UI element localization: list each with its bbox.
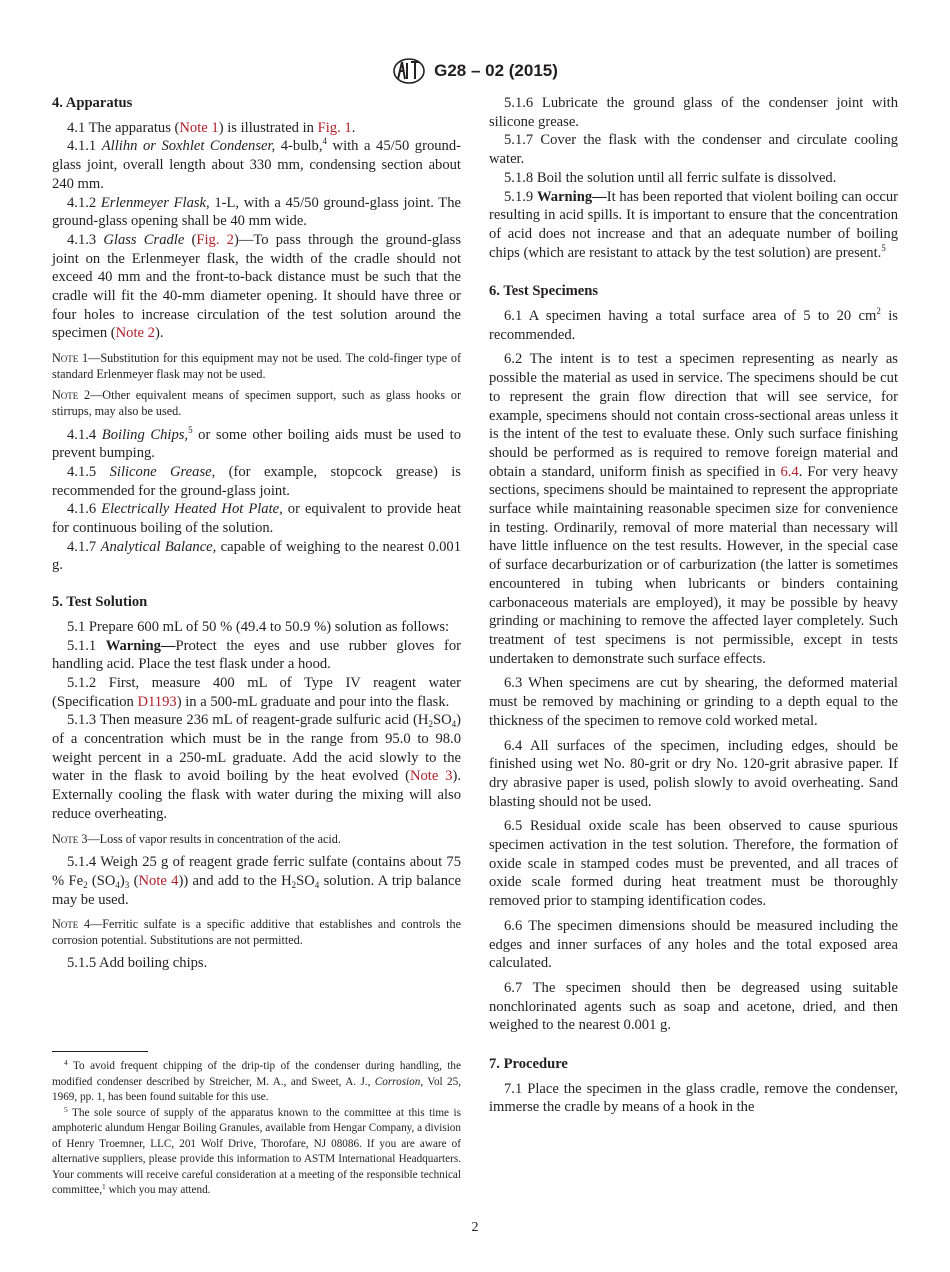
superscript: 5 — [188, 424, 193, 435]
cross-reference-link[interactable]: 6.4 — [780, 463, 799, 480]
footnote — [52, 1059, 461, 1106]
subscript: 4 — [451, 719, 457, 730]
paragraph — [52, 194, 461, 231]
bold-warning: Warning— — [105, 637, 176, 654]
section-heading: 7. Procedure — [489, 1056, 568, 1073]
text-run: or equivalent to provide heat for continuous boiling of the solution. — [52, 501, 461, 537]
text-run: 5.1.6 Lubricate the ground glass of the condenser joint with silicone grease. — [489, 95, 898, 130]
text-run: ( — [184, 231, 197, 248]
text-run: 5.1.8 Boil the solution until all ferric sulfate is dissolved. — [504, 169, 837, 186]
text-run: 4.1.1 — [67, 138, 102, 155]
footnotes — [52, 1051, 461, 1199]
cross-reference-link[interactable]: Fig. 1 — [317, 119, 352, 136]
text-run: 5.1.4 Weigh 25 g of reagent grade ferric sulfate (contains about 75 % Fe — [52, 854, 461, 889]
cross-reference-link[interactable]: D1193 — [137, 693, 177, 710]
paragraph — [52, 674, 461, 711]
paragraph — [52, 426, 461, 463]
text-run: 6.1 A specimen having a total surface area of 5 to 20 cm — [504, 308, 877, 325]
text-run: 4.1.7 — [67, 538, 101, 555]
italic-term: Silicone Grease, — [109, 463, 216, 480]
text-run: . For very heavy sections, specimens should be maintained to represent the appropriate surface while maintaining reasonable specimen size for convenience in testing. Ordinarily, removal of more material than necessary will have little influence on the test results. However, in the special case of surface decarburization or of carburization (the latter is sometimes encountered in tubing when lubricants or binders containing carbonaceous materials are employed), it may be possible by heavy grinding or machining to remove the affected layer completely. Such treatment of test specimens is not permissible, except in tests undertaken to demonstrate such surface effects. — [489, 463, 898, 667]
paragraph — [52, 500, 461, 537]
paragraph — [489, 817, 898, 911]
right-column — [489, 94, 898, 1117]
text-run: (SO — [87, 872, 116, 889]
cross-reference-link[interactable]: Note 4 — [138, 872, 179, 889]
text-run: 6.5 Residual oxide scale has been observed to cause spurious specimen activation in the test solution. Therefore, the formation of oxide scale in stamped codes must be prevented, and all traces of oxide scale formed during heat treatment must be thoroughly removed prior to stamping identification codes. — [489, 818, 898, 910]
text-run: 4.1.5 — [67, 463, 110, 480]
text-run: SO — [296, 872, 315, 889]
text-run: ). — [154, 325, 164, 342]
footnote-divider — [52, 1051, 148, 1052]
subscript: 2 — [428, 719, 433, 730]
left-column — [52, 94, 461, 973]
note-label: Note 4 — [52, 917, 91, 932]
italic-term: Electrically Heated Hot Plate, — [101, 501, 283, 518]
italic-term: Corrosion — [374, 1075, 421, 1088]
text-run: 6.4 All surfaces of the specimen, including edges, should be finished using wet No. 80-grit or dry No. 120-grit abrasive paper. If dry abrasive paper is used, polish slowly to avoid overheating. Sand blasting should not be used. — [489, 737, 898, 810]
paragraph — [52, 954, 461, 973]
cross-reference-link[interactable]: Fig. 2 — [196, 231, 234, 248]
paragraph — [52, 463, 461, 500]
note — [52, 388, 461, 419]
superscript: 4 — [64, 1058, 68, 1067]
paragraph — [489, 979, 898, 1035]
text-run: with a 45/50 ground-glass joint, overall length about 330 mm, condensing section about 240 mm. — [52, 138, 461, 192]
text-run: 5.1 Prepare 600 mL of 50 % (49.4 to 50.9 %) solution as follows: — [67, 618, 450, 635]
note — [52, 351, 461, 382]
text-run: . — [351, 119, 356, 136]
text-run: capable of weighing to the nearest 0.001 g. — [52, 538, 462, 574]
text-run: 5.1.5 Add boiling chips. — [67, 955, 208, 972]
cross-reference-link[interactable]: Note 3 — [409, 768, 453, 785]
superscript: 5 — [64, 1104, 68, 1114]
footnote — [52, 1106, 461, 1199]
note — [52, 917, 461, 948]
text-run: 5.1.3 Then measure 236 mL of reagent-grade sulfuric acid (H — [67, 712, 429, 729]
text-run: It has been reported that violent boiling can occur resulting in acid spills. It is important to ensure that the concentration of acid does not increase and that an adequate number of boiling chips (which are resistant to attack by the test solution) are present. — [489, 188, 898, 261]
section-heading: 5. Test Solution — [52, 594, 148, 611]
text-run: ) — [119, 872, 125, 889]
note-label: Note 2 — [52, 388, 91, 403]
paragraph — [489, 737, 898, 812]
text-run: 5.1.7 Cover the flask with the condenser and circulate cooling water. — [489, 132, 898, 168]
paragraph — [489, 674, 898, 730]
astm-logo-icon — [392, 57, 426, 85]
document-header — [0, 57, 950, 85]
paragraph — [52, 637, 461, 674]
text-run: 6.6 The specimen dimensions should be measured including the edges and inner surfaces of any holes and the total exposed area calculated. — [489, 917, 898, 972]
text-run: , Vol 25, 1969, pp. 1, has been found suitable for this use. — [52, 1075, 461, 1103]
section-heading: 4. Apparatus — [52, 95, 133, 111]
text-run: 6.2 The intent is to test a specimen representing as nearly as possible the material as used in service. The specimens should be cut to represent the grain flow direction that will see service, for example, specimens should not contain cross-sectional areas unless it is the intent of the test to evaluate these. Only such surface finishing should be performed as is required to remove foreign material and obtain a standard, uniform finish as specified in — [489, 351, 898, 480]
italic-term: Boiling Chips, — [101, 426, 189, 443]
italic-term: Glass Cradle — [103, 231, 185, 248]
text-run: —Loss of vapor results in concentration of the acid. — [87, 831, 341, 846]
paragraph — [52, 618, 461, 637]
text-run: 6.3 When specimens are cut by shearing, the deformed material must be removed by machining or grinding to a depth equal to the thickness of the specimen to remove cold worked metal. — [489, 675, 898, 729]
text-run: 4.1 The apparatus ( — [67, 119, 180, 136]
paragraph — [489, 307, 898, 344]
paragraph — [52, 231, 461, 343]
superscript: 1 — [102, 1182, 106, 1191]
subscript: 3 — [124, 879, 130, 890]
text-run: 5.1.1 — [67, 637, 106, 654]
superscript: 4 — [322, 136, 327, 147]
paragraph — [52, 711, 461, 823]
text-run: ). Externally cooling the flask with water during the mixing will also reduce overheating. — [52, 768, 461, 822]
text-run: —Substitution for this equipment may not be used. The cold-finger type of standard Erlenmeyer flask may not be used. — [52, 351, 461, 381]
paragraph — [52, 853, 461, 909]
text-run: 5.1.2 First, measure 400 mL of Type IV reagent water (Specification — [52, 674, 461, 710]
text-run: ) of a concentration which must be in the range from 95.0 to 98.0 weight percent in a 250-mL graduate. Add the acid slowly to the water in the flask to avoid boiling by the heat evolved ( — [52, 712, 461, 785]
text-run: )—To pass through the ground-glass joint on the Erlenmeyer flask, the width of the cradle should not exceed 40 mm and the front-to-back distance must be such that the cradle will fit the 40-mm diameter opening. It should have three or four holes to increase circulation of the test solution around the specimen ( — [52, 231, 462, 342]
text-run: Protect the eyes and use rubber gloves for handling acid. Place the test flask under a hood. — [52, 637, 461, 673]
cross-reference-link[interactable]: Note 2 — [115, 325, 155, 342]
text-run: ) in a 500-mL graduate and pour into the flask. — [176, 693, 450, 710]
paragraph — [489, 94, 898, 131]
paragraph — [52, 137, 461, 193]
italic-term: Allihn or Soxhlet Condenser, — [101, 138, 276, 155]
text-run: The sole source of supply of the apparatus known to the committee at this time is amphoteric alundum Hengar Boiling Granules, available from Hengar Company, a division of Henry Troemner, LLC, 201 Wolf Drive, Thorofare, NJ 08086. If you are aware of alternative suppliers, please provide this information to ASTM International Headquarters. Your comments will receive careful consideration at a meeting of the responsible technical committee, — [52, 1106, 461, 1196]
text-run: 6.7 The specimen should then be degreased using suitable nonchlorinated agents such as soap and acetone, dried, and then weighed to the nearest 0.001 g. — [489, 979, 898, 1034]
text-run: ( — [129, 872, 139, 889]
paragraph — [489, 1080, 898, 1117]
text-run: which you may attend. — [105, 1184, 211, 1196]
paragraph — [489, 188, 898, 263]
text-run: (for example, stopcock grease) is recommended for the ground-glass joint. — [52, 463, 461, 499]
paragraph — [489, 169, 898, 188]
note-label: Note 1 — [52, 351, 89, 366]
subscript: 2 — [291, 879, 297, 890]
text-run: is recommended. — [489, 308, 898, 343]
page-number: 2 — [471, 1220, 479, 1235]
text-run: or some other boiling aids must be used to prevent bumping. — [52, 426, 462, 462]
subscript: 4 — [314, 879, 320, 890]
text-run: To avoid frequent chipping of the drip-tip of the condenser during handling, the modified condenser described by Streicher, M. A., and Sweet, A. J., — [52, 1060, 461, 1088]
text-run: 4-bulb, — [275, 138, 323, 155]
superscript: 2 — [876, 306, 881, 317]
italic-term: Analytical Balance, — [100, 538, 217, 555]
text-run: 5.1.9 — [504, 188, 537, 205]
text-run: )) and add to the H — [178, 872, 292, 889]
text-run: solution. A trip balance may be used. — [52, 872, 461, 908]
text-run: —Ferritic sulfate is a specific additive that establishes and controls the corrosion potential. Substitutions are not permitted. — [52, 917, 461, 947]
text-run: —Other equivalent means of specimen support, such as glass hooks or stirrups, may also be used. — [52, 388, 461, 418]
paragraph — [489, 917, 898, 973]
superscript: 5 — [881, 242, 886, 253]
text-run: 1-L, with a 45/50 ground-glass joint. The ground-glass opening shall be 40 mm wide. — [52, 194, 461, 230]
text-run: SO — [432, 712, 452, 729]
paragraph — [489, 131, 898, 168]
subscript: 4 — [115, 879, 120, 890]
section-heading: 6. Test Specimens — [489, 283, 599, 300]
cross-reference-link[interactable]: Note 1 — [179, 119, 219, 136]
note — [52, 832, 461, 848]
text-run: 4.1.4 — [67, 426, 102, 443]
text-run: 4.1.6 — [67, 501, 102, 518]
document-code: G28 – 02 (2015) — [434, 61, 558, 80]
note-label: Note 3 — [52, 831, 88, 846]
text-run: 4.1.3 — [67, 231, 104, 248]
paragraph — [489, 350, 898, 668]
paragraph — [52, 538, 461, 575]
paragraph — [52, 119, 461, 138]
text-run: 7.1 Place the specimen in the glass cradle, remove the condenser, immerse the cradle by means of a hook in the — [489, 1080, 898, 1116]
subscript: 2 — [83, 879, 88, 890]
bold-warning: Warning— — [536, 188, 607, 205]
text-run: 4.1.2 — [67, 194, 101, 211]
text-run: ) is illustrated in — [218, 119, 318, 136]
italic-term: Erlenmeyer Flask, — [100, 194, 210, 211]
